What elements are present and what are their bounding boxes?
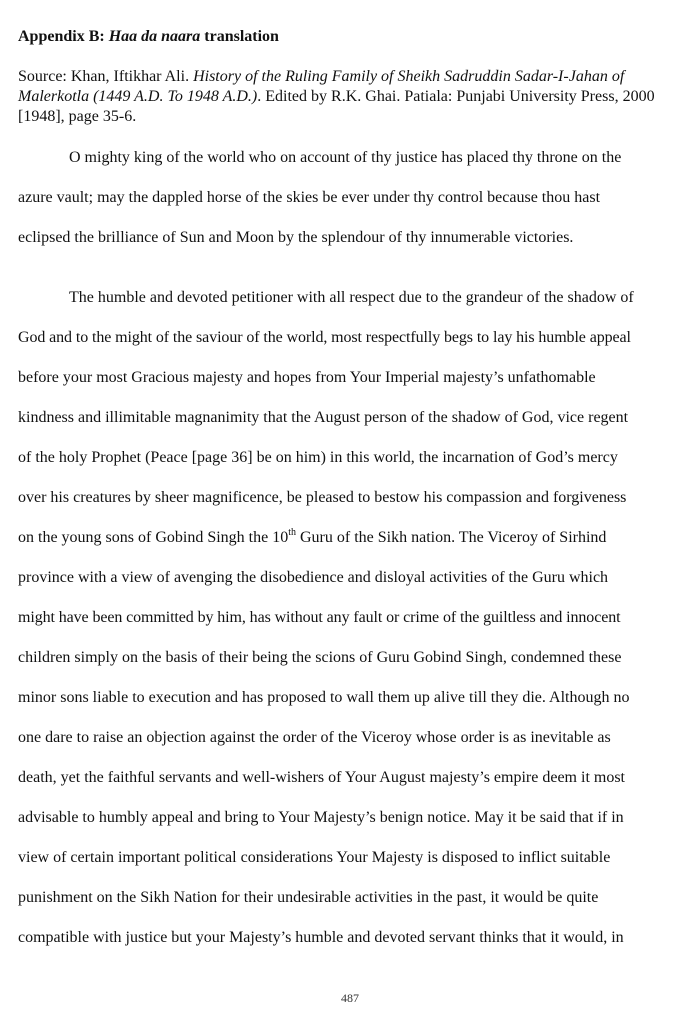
paragraph-2-line: one dare to raise an objection against the order of the Viceroy whose order is as inevitable as (18, 729, 611, 746)
paragraph-2-line: might have been committed by him, has without any fault or crime of the guiltless and innocent (18, 609, 621, 626)
heading-italic-title: Haa da naara (108, 28, 201, 45)
paragraph-1-line: eclipsed the brilliance of Sun and Moon by the splendour of thy innumerable victories. (18, 229, 574, 246)
paragraph-2-line: advisable to humbly appeal and bring to Your Majesty’s benign notice. May it be said that if in (18, 809, 624, 826)
source-suffix: . Edited by R.K. Ghai. Patiala: Punjabi University Press, 2000 [1948], page 35-6. (18, 88, 655, 125)
paragraph-2-line: before your most Gracious majesty and hopes from Your Imperial majesty’s unfathomable (18, 369, 596, 386)
heading-prefix: Appendix B: (18, 28, 109, 45)
appendix-heading (18, 27, 279, 47)
paragraph-2-line: over his creatures by sheer magnificence, be pleased to bestow his compassion and forgiveness (18, 489, 627, 506)
paragraph-2-line: The humble and devoted petitioner with all respect due to the grandeur of the shadow of (69, 289, 634, 306)
paragraph-2-line: view of certain important political considerations Your Majesty is disposed to inflict suitable (18, 849, 611, 866)
source-prefix: Source: Khan, Iftikhar Ali. (18, 68, 194, 85)
heading-suffix: translation (200, 28, 279, 45)
paragraph-2 (18, 278, 692, 958)
paragraph-2-line: God and to the might of the saviour of the world, most respectfully begs to lay his humble appeal (18, 329, 631, 346)
paragraph-2-line: punishment on the Sikh Nation for their undesirable activities in the past, it would be quite (18, 889, 599, 906)
paragraph-1 (18, 138, 692, 258)
source-book-title: History of the Ruling Family of Sheikh Sadruddin Sadar-I-Jahan of Malerkotla (1449 A.D. To 1948 A.D.) (18, 68, 625, 105)
paragraph-2-line: compatible with justice but your Majesty’s humble and devoted servant thinks that it would, in (18, 929, 624, 946)
page-number: 487 (341, 991, 359, 1005)
paragraph-2-line: province with a view of avenging the disobedience and disloyal activities of the Guru which (18, 569, 609, 586)
paragraph-2-line: kindness and illimitable magnanimity that the August person of the shadow of God, vice regent (18, 409, 629, 426)
paragraph-2-line: death, yet the faithful servants and well-wishers of Your August majesty’s empire deem it most (18, 769, 625, 786)
paragraph-2-line: on the young sons of Gobind Singh the 10th Guru of the Sikh nation. The Viceroy of Sirhind (18, 527, 607, 546)
source-citation (18, 67, 690, 127)
paragraph-1-line: azure vault; may the dappled horse of the skies be ever under thy control because thou hast (18, 189, 601, 206)
paragraph-2-line: of the holy Prophet (Peace [page 36] be on him) in this world, the incarnation of God’s mercy (18, 449, 618, 466)
ordinal-superscript: th (288, 527, 296, 538)
paragraph-1-line: O mighty king of the world who on account of thy justice has placed thy throne on the (69, 149, 622, 166)
paragraph-2-line: minor sons liable to execution and has proposed to wall them up alive till they die. Although no (18, 689, 630, 706)
paragraph-2-line: children simply on the basis of their being the scions of Guru Gobind Singh, condemned these (18, 649, 622, 666)
